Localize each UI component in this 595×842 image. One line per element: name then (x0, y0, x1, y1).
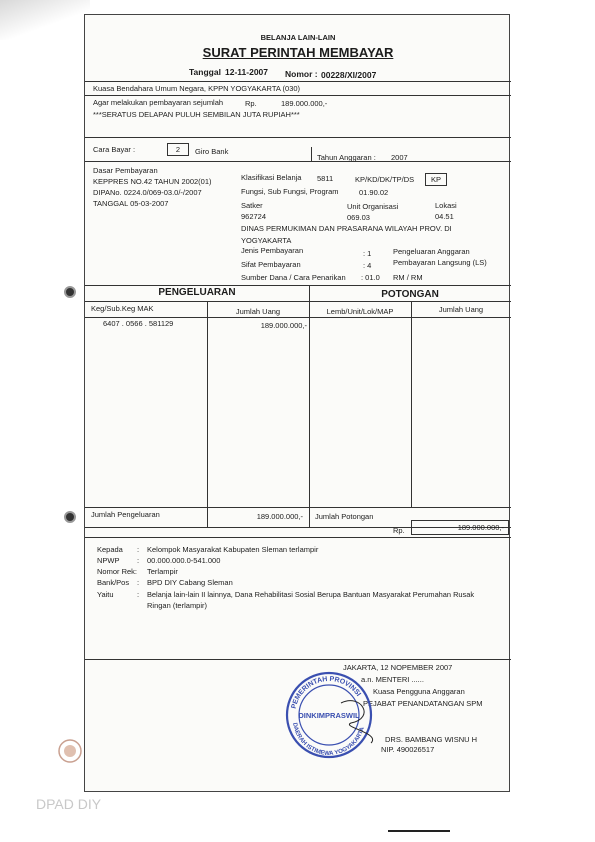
table-total-divider (85, 507, 511, 508)
official-stamp-icon (281, 663, 377, 759)
col-unit-header: Lemb/Unit/Lok/MAP (326, 307, 394, 316)
document-category: BELANJA LAIN-LAIN (260, 33, 336, 42)
document-title: SURAT PERINTAH MEMBAYAR (202, 45, 394, 60)
stamp-center-text: DINKIMPRASWIL (298, 711, 360, 720)
classification-label: Klasifikasi Belanja (241, 173, 302, 182)
function-label: Fungsi, Sub Fungsi, Program (241, 187, 339, 196)
date-value: 12-11-2007 (225, 67, 269, 77)
payment-type-label: Jenis Pembayaran (241, 246, 304, 255)
bank-value: BPD DIY Cabang Sleman (147, 578, 233, 587)
table-heading-divider (85, 301, 511, 302)
account-label: Nomor Rek: (97, 567, 138, 576)
recipient-colon: : (137, 545, 140, 554)
npwp-value: 00.000.000.0-541.000 (147, 556, 221, 565)
account-value: Terlampir (147, 567, 178, 576)
payment-nature-value: : 4 (363, 261, 372, 270)
stamp-ring-top: PEMERINTAH PROVINSI (290, 675, 362, 710)
method-divider (85, 161, 511, 162)
payment-method-label: Cara Bayar : (93, 145, 136, 154)
purpose-line-1: Belanja lain-lain II lainnya, Dana Rehabilitasi Sosial Berupa Bantuan Masyarakat Perumahan Rusak (147, 590, 475, 599)
amount-currency: Rp. (245, 99, 257, 108)
col-divider-3 (411, 301, 412, 507)
signature-divider (85, 659, 511, 660)
agency-line-1: DINAS PERMUKIMAN DAN PRASARANA WILAYAH PROV. DI (241, 224, 452, 233)
number-value: 00228/XI/2007 (321, 70, 377, 80)
basis-label: Dasar Pembayaran (93, 166, 158, 175)
bank-colon: : (137, 578, 140, 587)
fiscal-year-value: 2007 (391, 153, 408, 162)
col-deduction-amount-header: Jumlah Uang (438, 305, 484, 314)
signer-nip: NIP. 490026517 (381, 745, 435, 754)
number-label: Nomor : (285, 69, 318, 79)
col-activity-header: Keg/Sub.Keg MAK (91, 304, 154, 313)
header-divider (85, 81, 511, 82)
payment-nature-desc: Pembayaran Langsung (LS) (393, 258, 487, 267)
net-currency: Rp. (393, 526, 405, 535)
fund-source-label: Sumber Dana / Cara Penarikan (241, 273, 346, 282)
page-corner-shadow (0, 0, 90, 40)
recipient-value: Kelompok Masyarakat Kabupaten Sleman terlampir (147, 545, 319, 554)
satker-label: Satker (241, 201, 263, 210)
signature-line-2: Kuasa Pengguna Anggaran (373, 687, 465, 696)
fund-source-desc: RM / RM (393, 273, 423, 282)
recipient-label: Kepada (97, 545, 123, 554)
unit-label: Unit Organisasi (347, 202, 399, 211)
expenditure-heading: PENGELUARAN (158, 287, 236, 298)
payer-divider (85, 95, 511, 96)
stamp-ring-bottom: DAERAH ISTIMEWA YOGYAKARTA (291, 722, 366, 758)
location-label: Lokasi (435, 201, 457, 210)
classification-value: 5811 (317, 174, 334, 183)
table-header-divider (85, 317, 511, 318)
expenditure-row-code: 6407 . 0566 . 581129 (103, 319, 174, 328)
total-deduction-label: Jumlah Potongan (315, 512, 374, 521)
col-amount-header: Jumlah Uang (235, 307, 281, 316)
fiscal-year-label: Tahun Anggaran : (317, 153, 376, 162)
archive-seal-icon (56, 738, 84, 764)
year-divider (311, 147, 312, 161)
date-label: Tanggal (189, 67, 221, 77)
basis-line-3: TANGGAL 05-03-2007 (93, 199, 169, 208)
purpose-line-2: Ringan (terlampir) (147, 601, 208, 610)
signature-line-1: a.n. MENTERI ...... (361, 675, 424, 684)
binder-hole-top (64, 286, 76, 298)
npwp-colon: : (137, 556, 140, 565)
purpose-label: Yaitu (97, 590, 114, 599)
bank-label: Bank/Pos (97, 578, 130, 587)
payment-type-value: : 1 (363, 249, 372, 258)
npwp-label: NPWP (97, 556, 120, 565)
amount-value: 189.000.000,- (281, 99, 328, 108)
svg-text:DAERAH ISTIMEWA YOGYAKARTA (291, 722, 366, 757)
signature-line-3: PEJABAT PENANDATANGAN SPM (363, 699, 483, 708)
section-divider (85, 137, 511, 138)
col-divider-2 (309, 285, 310, 527)
amount-words: ***SERATUS DELAPAN PULUH SEMBILAN JUTA RUPIAH*** (93, 110, 300, 119)
table-top-border (85, 285, 511, 286)
location-value: 04.51 (435, 212, 454, 221)
signature-place-date: JAKARTA, 12 NOPEMBER 2007 (343, 663, 453, 672)
col-divider-1 (207, 301, 208, 527)
satker-value: 962724 (241, 212, 267, 221)
net-amount: 189.000.000,- (411, 520, 509, 535)
payment-type-desc: Pengeluaran Anggaran (393, 247, 470, 256)
expenditure-row-amount: 189.000.000,- (260, 321, 307, 330)
payer-line: Kuasa Bendahara Umum Negara, KPPN YOGYAKARTA (030) (93, 84, 301, 93)
amount-instruction: Agar melakukan pembayaran sejumlah (93, 98, 224, 107)
signer-name: DRS. BAMBANG WISNU H (385, 735, 478, 744)
classification-box: KP (425, 173, 447, 186)
deduction-heading: POTONGAN (381, 289, 439, 300)
total-expenditure-label: Jumlah Pengeluaran (91, 510, 160, 519)
net-divider (85, 537, 511, 538)
bottom-rule (388, 830, 450, 832)
total-expenditure-value: 189.000.000,- (256, 512, 303, 521)
unit-value: 069.03 (347, 213, 370, 222)
purpose-colon: : (137, 590, 140, 599)
basis-line-1: KEPPRES NO.42 TAHUN 2002(01) (93, 177, 212, 186)
binder-hole-bottom (64, 511, 76, 523)
watermark-text: DPAD DIY (36, 796, 102, 812)
agency-line-2: YOGYAKARTA (241, 236, 292, 245)
fund-source-value: : 01.0 (361, 273, 380, 282)
document-sheet (84, 14, 510, 792)
function-value: 01.90.02 (359, 188, 389, 197)
payment-nature-label: Sifat Pembayaran (241, 260, 301, 269)
payment-method-name: Giro Bank (195, 147, 229, 156)
classification-code: KP/KD/DK/TP/DS (355, 175, 415, 184)
basis-line-2: DIPANo. 0224.0/069-03.0/-/2007 (93, 188, 202, 197)
payment-method-code: 2 (167, 143, 189, 156)
